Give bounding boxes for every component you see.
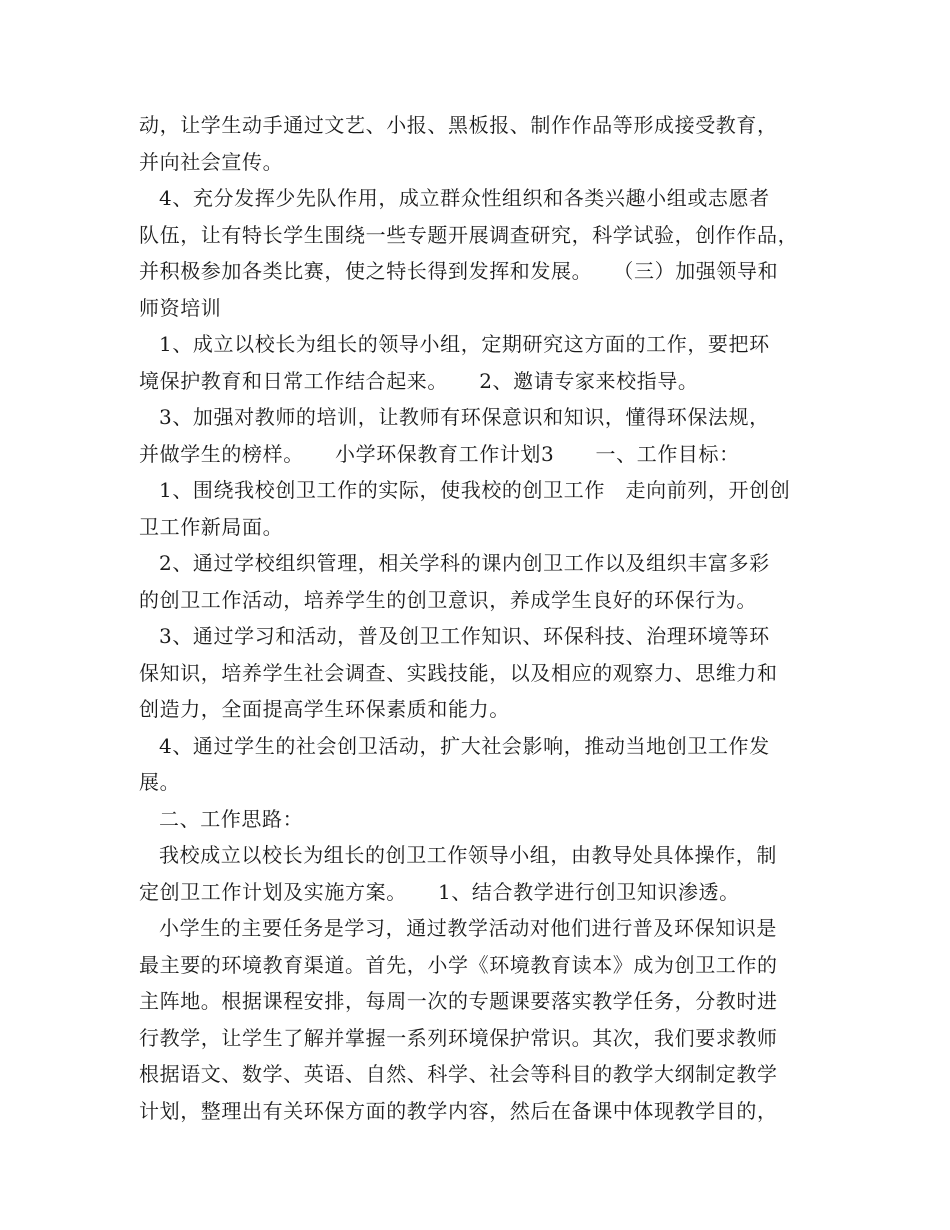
text-line: 并积极参加各类比赛，使之特长得到发挥和发展。 （三）加强领导和: [139, 259, 779, 283]
text-line: 行教学，让学生了解并掌握一系列环境保护常识。其次，我们要求教师: [139, 1025, 778, 1050]
text-line: 创造力，全面提高学生环保素质和能力。: [139, 697, 510, 721]
text-line: 小学生的主要任务是学习，通过教学活动对他们进行普及环保知识是: [159, 916, 777, 940]
text-line: 3、加强对教师的培训，让教师有环保意识和知识，懂得环保法规，: [159, 405, 770, 429]
text-line: 动，让学生动手通过文艺、小报、黑板报、制作作品等形成接受教育，: [139, 113, 778, 137]
text-line: 1、围绕我校创卫工作的实际，使我校的创卫工作 走向前列，开创创: [159, 478, 791, 502]
text-line: 队伍，让有特长学生围绕一些专题开展调查研究，科学试验，创作作品，: [139, 222, 799, 247]
text-line: 最主要的环境教育渠道。首先，小学《环境教育读本》成为创卫工作的: [139, 952, 778, 977]
text-line: 我校成立以校长为组长的创卫工作领导小组，由教导处具体操作，制: [159, 843, 777, 867]
text-line: 卫工作新局面。: [139, 514, 284, 539]
text-line: 4、通过学生的社会创卫活动，扩大社会影响，推动当地创卫工作发: [159, 733, 770, 758]
text-line: 3、通过学习和活动，普及创卫工作知识、环保科技、治理环境等环: [159, 624, 770, 648]
text-line: 1、成立以校长为组长的领导小组，定期研究这方面的工作，要把环: [159, 332, 770, 356]
text-line: 保知识，培养学生社会调查、实践技能，以及相应的观察力、思维力和: [139, 660, 778, 685]
text-line: 主阵地。根据课程安排，每周一次的专题课要落实教学任务，分教时进: [139, 989, 778, 1013]
text-line: 境保护教育和日常工作结合起来。 2、邀请专家来校指导。: [139, 368, 699, 393]
text-line: 计划，整理出有关环保方面的教学内容，然后在备课中体现教学目的，: [139, 1098, 778, 1123]
text-line: 的创卫工作活动，培养学生的创卫意识，养成学生良好的环保行为。: [139, 587, 757, 612]
text-line: 根据语文、数学、英语、自然、科学、社会等科目的教学大纲制定教学: [139, 1062, 778, 1086]
text-line: 师资培训: [139, 295, 222, 320]
document-body-text: [139, 107, 819, 1129]
text-line: 并向社会宣传。: [139, 149, 284, 174]
text-line: 定创卫工作计划及实施方案。 1、结合教学进行创卫知识渗透。: [139, 879, 740, 904]
text-line: 展。: [139, 770, 181, 794]
text-line: 2、通过学校组织管理，相关学科的课内创卫工作以及组织丰富多彩: [159, 551, 770, 575]
text-line: 二、工作思路：: [159, 806, 304, 831]
text-line: 4、充分发挥少先队作用，成立群众性组织和各类兴趣小组或志愿者: [159, 186, 770, 210]
text-line: 并做学生的榜样。 小学环保教育工作计划3 一、工作目标：: [139, 441, 740, 466]
